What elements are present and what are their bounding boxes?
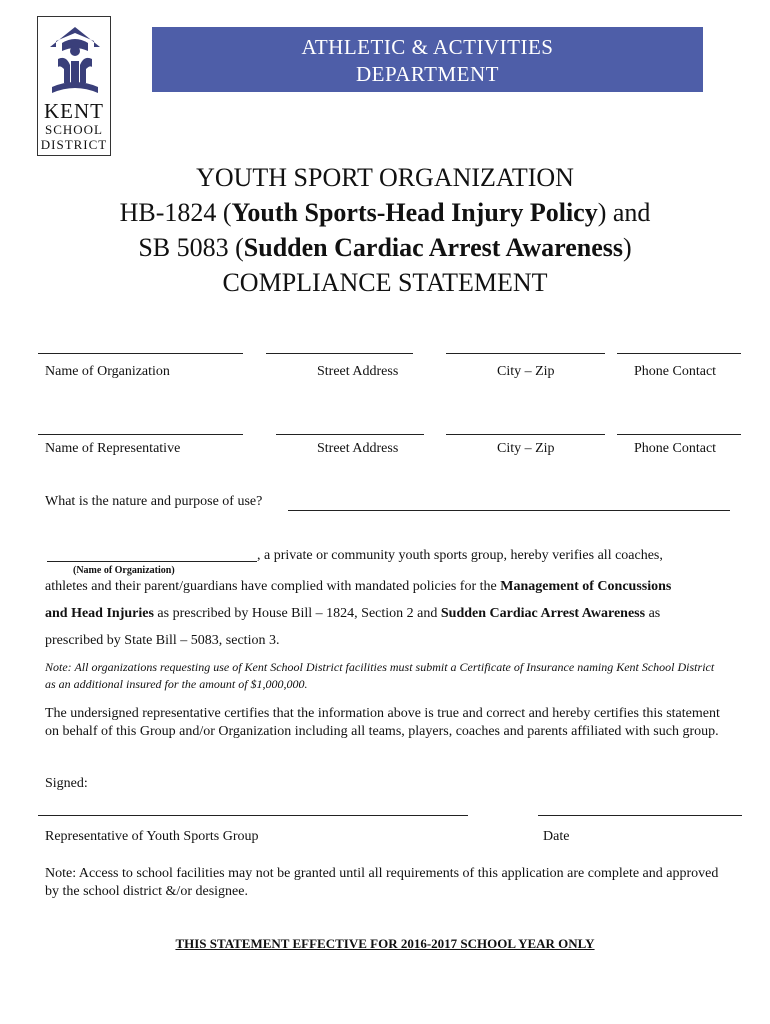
verify-line-3-mid: as prescribed by House Bill – 1824, Section 2 and bbox=[153, 606, 441, 621]
organization-phone-field[interactable] bbox=[617, 353, 741, 354]
insurance-note: Note: All organizations requesting use of Kent School District facilities must submit a Certificate of Insurance naming Kent School District as an additional insured for the amount of $1,000,000. bbox=[45, 660, 715, 691]
certify-paragraph: The undersigned representative certifies that the information above is true and correct and hereby certifies this statement on behalf of this Group and/or Organization including all teams, players, coaches and parents affiliated with such group. bbox=[45, 706, 720, 739]
banner-line-1: ATHLETIC & ACTIVITIES bbox=[301, 35, 554, 59]
organization-name-field[interactable] bbox=[38, 353, 243, 354]
verify-line-2-pre: athletes and their parent/guardians have complied with mandated policies for the bbox=[45, 579, 501, 594]
title-line-3-bold: Sudden Cardiac Arrest Awareness bbox=[243, 233, 623, 262]
representative-city-zip-field[interactable] bbox=[446, 434, 605, 435]
representative-signature-field[interactable] bbox=[38, 815, 468, 816]
representative-name-field[interactable] bbox=[38, 434, 243, 435]
verify-line-3-bold-1: and Head Injuries bbox=[45, 606, 154, 621]
representative-street-field[interactable] bbox=[276, 434, 424, 435]
document-title bbox=[0, 160, 770, 300]
representative-phone-field[interactable] bbox=[617, 434, 741, 435]
title-line-3-post: ) bbox=[622, 233, 632, 262]
representative-street-label: Street Address bbox=[317, 441, 399, 456]
logo-kent-text: KENT bbox=[44, 99, 104, 123]
banner-line-2: DEPARTMENT bbox=[356, 62, 499, 86]
organization-city-zip-field[interactable] bbox=[446, 353, 605, 354]
organization-city-zip-label: City – Zip bbox=[497, 364, 555, 379]
representative-phone-label: Phone Contact bbox=[634, 441, 717, 456]
verify-line-4: prescribed by State Bill – 5083, section 3. bbox=[45, 633, 280, 648]
verify-line-3-post: as bbox=[645, 606, 661, 621]
title-line-2 bbox=[0, 195, 770, 230]
verify-line-3 bbox=[45, 606, 745, 622]
signature-representative-label: Representative of Youth Sports Group bbox=[45, 829, 259, 844]
verify-line-2-bold: Management of Concussions bbox=[500, 579, 672, 594]
title-line-3-pre: SB 5083 ( bbox=[138, 233, 244, 262]
verify-line-1: , a private or community youth sports group, hereby verifies all coaches, bbox=[257, 548, 663, 563]
department-banner bbox=[152, 27, 703, 92]
title-line-2-post: ) and bbox=[597, 198, 651, 227]
organization-name-label: Name of Organization bbox=[45, 364, 170, 379]
purpose-field[interactable] bbox=[288, 510, 730, 511]
representative-city-zip-label: City – Zip bbox=[497, 441, 555, 456]
signature-date-label: Date bbox=[543, 829, 570, 844]
effective-year-statement: THIS STATEMENT EFFECTIVE FOR 2016-2017 SCHOOL YEAR ONLY bbox=[175, 936, 595, 951]
title-line-1: YOUTH SPORT ORGANIZATION bbox=[196, 163, 574, 192]
logo-school-text: SCHOOL bbox=[44, 122, 103, 137]
verify-organization-field[interactable] bbox=[47, 561, 257, 562]
organization-street-field[interactable] bbox=[266, 353, 413, 354]
district-logo bbox=[37, 16, 111, 156]
district-emblem-icon bbox=[44, 21, 106, 101]
verify-line-3-bold-2: Sudden Cardiac Arrest Awareness bbox=[440, 606, 646, 621]
title-line-2-bold: Youth Sports-Head Injury Policy bbox=[231, 198, 598, 227]
organization-street-label: Street Address bbox=[317, 364, 399, 379]
verify-line-2 bbox=[45, 579, 745, 595]
facility-access-note: Note: Access to school facilities may not be granted until all requirements of this application are complete and approved by the school district &/or designee. bbox=[45, 866, 719, 899]
representative-name-label: Name of Representative bbox=[45, 441, 181, 456]
name-of-organization-caption: (Name of Organization) bbox=[73, 565, 175, 576]
signature-date-field[interactable] bbox=[538, 815, 742, 816]
title-line-4: COMPLIANCE STATEMENT bbox=[222, 268, 548, 297]
title-line-2-pre: HB-1824 ( bbox=[119, 198, 232, 227]
logo-district-text: DISTRICT bbox=[40, 137, 108, 152]
signed-label: Signed: bbox=[45, 776, 88, 791]
organization-phone-label: Phone Contact bbox=[634, 364, 717, 379]
title-line-3 bbox=[0, 230, 770, 265]
purpose-label: What is the nature and purpose of use? bbox=[45, 494, 263, 509]
